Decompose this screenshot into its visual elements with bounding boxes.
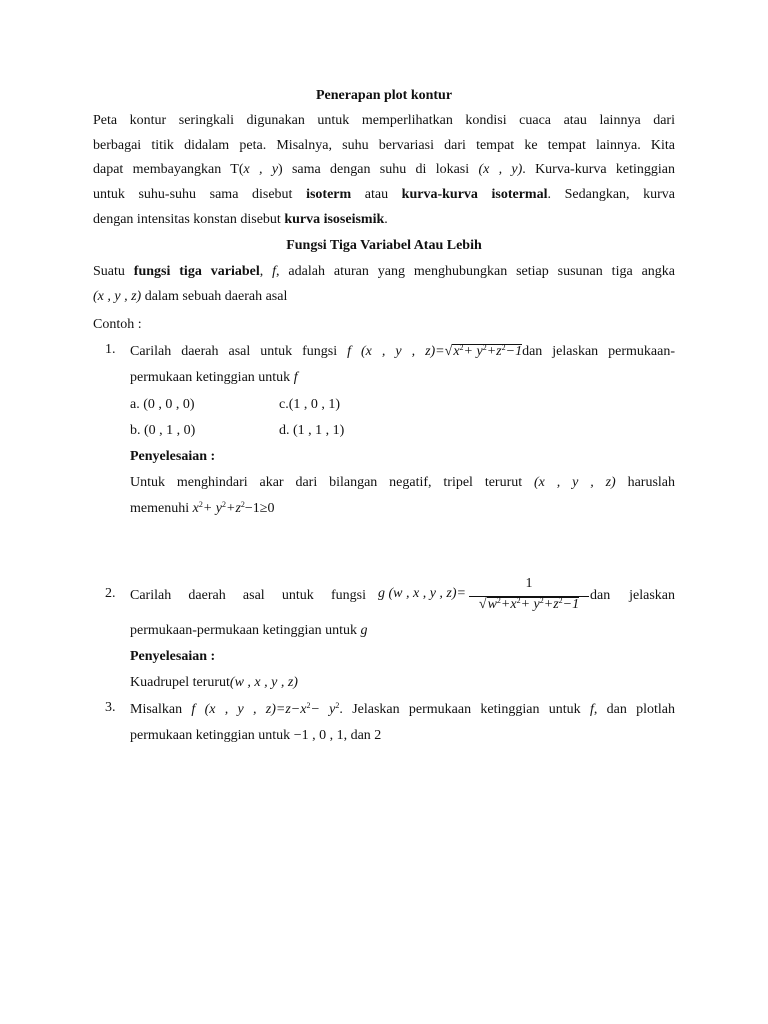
item-1-line-1: Carilah daerah asal untuk fungsi f (x , y , $z)=√x^2+ y^2+z^2-1dan$ jelaskan permukaan- (130, 343, 675, 359)
item-1-solution-label: Penyelesaian : (130, 449, 216, 464)
section-heading: Fungsi Tiga Variabel Atau Lebih (286, 238, 482, 253)
option-b: b. (0 , 1 , 0) (130, 423, 196, 438)
item-2-solution-line: Kuadrupel terurut(w , x , y , z) (130, 675, 298, 690)
item-3-number: 3. (105, 700, 116, 715)
item-1-function: f (x , y , $z)=√x^2+ y^2+z^2-1$ (347, 343, 523, 359)
option-d: d. (1 , 1 , 1) (279, 423, 345, 438)
item-2-number: 2. (105, 586, 116, 601)
item-2-function-lhs: g (w , x , y , z)= (378, 586, 466, 601)
item-3-line-1: Misalkan f (x , y , $z)=z-x^2- y^2$. Jelaskan permukaan ketinggian untuk f, dan plotlah (130, 701, 675, 717)
item-3-function: f (x , y , $z)=z-x^2- y^2$ (191, 701, 340, 717)
intro-paragraph (93, 109, 675, 233)
intro-line-2: berbagai titik didalam peta. Misalnya, suhu bervariasi dari tempat ke tempat lainnya. Kita (93, 137, 675, 153)
definition-line-1: Suatu fungsi tiga variabel, f, adalah aturan yang menghubungkan setiap susunan tiga angka (93, 264, 675, 279)
item-3-line-2: permukaan ketinggian untuk −1 , 0 , 1, dan 2 (130, 728, 382, 743)
fraction-denominator: $√w^2+x^2+ y^2+z^2-1$ (478, 596, 580, 612)
intro-line-1: Peta kontur seringkali digunakan untuk memperlihatkan kondisi cuaca atau lainnya dari (93, 113, 675, 128)
item-2-line-2: permukaan-permukaan ketinggian untuk g (130, 623, 368, 638)
item-2-line-1-text: Carilah daerah asal untuk fungsi (130, 588, 366, 603)
example-label: Contoh : (93, 317, 142, 332)
item-1-solution-line-2: memenuhi $x^2+ y^2+z^2-1\ge 0$ (130, 500, 275, 516)
definition-paragraph (93, 260, 675, 309)
definition-line-2: (x , y , z) dalam sebuah daerah asal (93, 288, 288, 304)
item-2-line-1-end: dan jelaskan (590, 588, 675, 603)
item-1-number: 1. (105, 342, 116, 357)
item-2-solution-label: Penyelesaian : (130, 649, 216, 664)
fraction-numerator: 1 (525, 576, 533, 591)
item-1-inequality: $x^2+ y^2+z^2-1\ge 0$ (192, 500, 275, 516)
item-1-solution-line-1: Untuk menghindari akar dari bilangan negatif, tripel terurut (x , y , z) haruslah (130, 475, 676, 490)
item-1-line-2: permukaan ketinggian untuk f (130, 370, 298, 385)
option-c: c.(1 , 0 , 1) (279, 397, 341, 412)
intro-line-3: dapat membayangkan T(x , y) sama dengan suhu di lokasi (x , y). Kurva-kurva ketinggian (93, 162, 675, 178)
page-title: Penerapan plot kontur (315, 88, 453, 103)
intro-line-5: dengan intensitas konstan disebut kurva isoseismik. (93, 211, 388, 227)
option-a: a. (0 , 0 , 0) (130, 397, 195, 412)
intro-line-4: untuk suhu-suhu sama disebut isoterm atau kurva-kurva isotermal. Sedangkan, kurva (93, 187, 676, 203)
